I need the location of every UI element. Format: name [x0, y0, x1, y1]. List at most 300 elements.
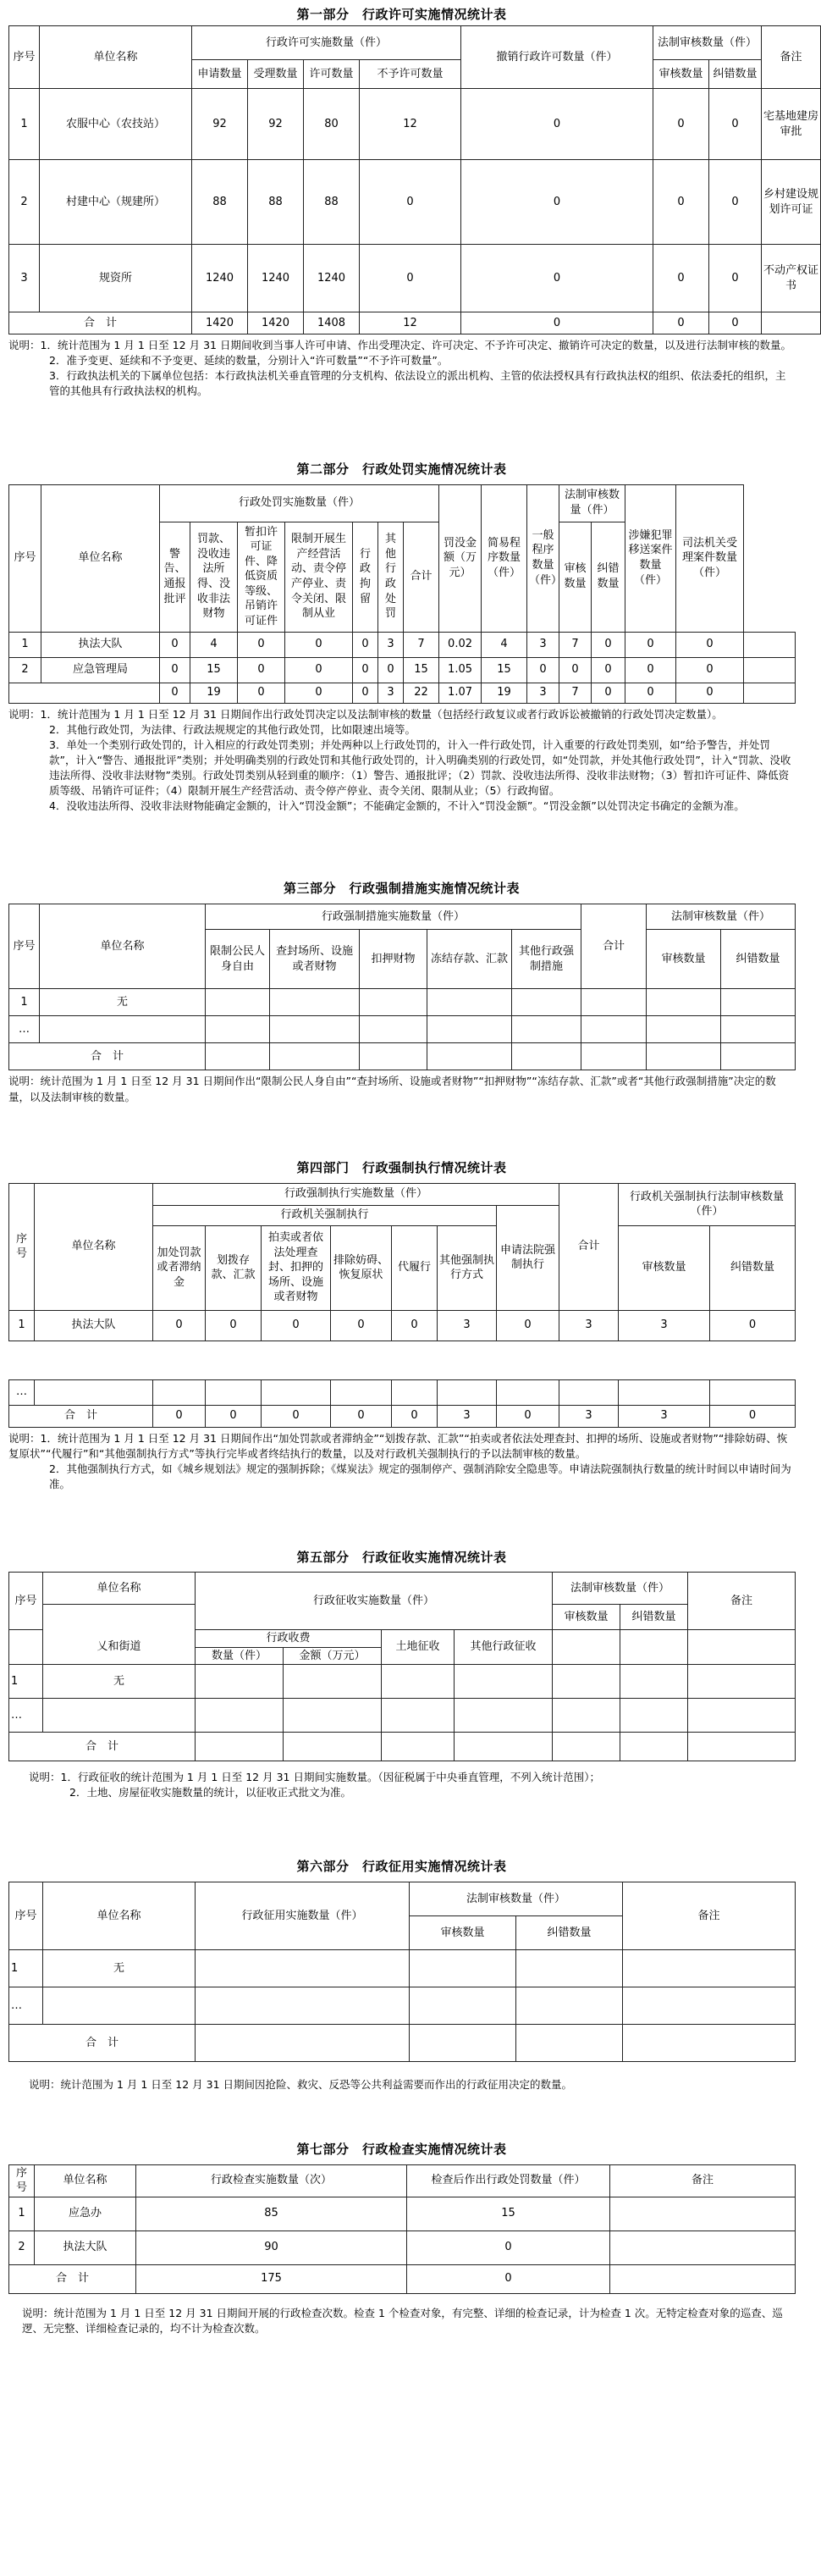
penalty-stats-table [8, 484, 796, 704]
table-row [9, 1310, 796, 1341]
cell-seq: 1 [9, 89, 40, 160]
cell-remark [762, 312, 821, 334]
cell-empty [744, 683, 796, 703]
header-unit-name: 单位名称 [35, 1183, 153, 1310]
header-remark: 备注 [610, 2164, 796, 2197]
header-sum: 合计 [404, 522, 439, 632]
note-line: 2．准予变更、延续和不予变更、延续的数量，分别计入“许可数量”“不予许可数量”。 [49, 354, 449, 368]
cell-value: 0 [153, 1310, 206, 1341]
cell-empty [270, 989, 360, 1016]
header-sum: 合计 [581, 904, 647, 989]
cell-value: 15 [482, 657, 527, 683]
cell-value [153, 1379, 206, 1405]
cell-value: 19 [190, 683, 238, 703]
header-detention: 行政拘留 [353, 522, 378, 632]
cell-value [262, 1379, 331, 1405]
note-line: 2．其他强制执行方式，如《城乡规划法》规定的强制拆除；《煤炭法》规定的强制停产、强制消除安全隐患等。申请法院强制执行数量的统计时间以申请时间为准。 [49, 1462, 791, 1490]
cell-unit: 执法大队 [35, 1310, 153, 1341]
header-auction-property: 拍卖或者依法处理查封、扣押的场所、设施或者财物 [262, 1225, 331, 1310]
cell-accept: 1420 [248, 312, 304, 334]
cell-empty [553, 1665, 620, 1699]
cell-total-label: 合 计 [9, 2264, 136, 2293]
section-title: 第二部分 行政处罚实施情况统计表 [296, 461, 507, 477]
cell-value: 0 [238, 657, 285, 683]
cell-apply: 92 [192, 89, 248, 160]
cell-value: 0 [407, 2231, 610, 2264]
cell-value: 22 [404, 683, 439, 703]
cell-seq: 3 [9, 245, 40, 312]
header-error: 纠错数量 [709, 60, 762, 89]
note-line: 说明：1．行政征收的统计范围为 1 月 1 日至 12 月 31 日期间实施数量。（因征税属于中央垂直管理，不列入统计范围）； [29, 1771, 600, 1784]
cell-value [497, 1379, 559, 1405]
header-restrict-freedom: 限制公民人身自由 [206, 930, 270, 989]
cell-value: 3 [378, 683, 404, 703]
cell-empty [512, 989, 581, 1016]
cell-empty [196, 1987, 410, 2025]
cell-value: 0 [285, 632, 353, 657]
section-title: 第七部分 行政检查实施情况统计表 [296, 2141, 507, 2157]
table-row [9, 89, 821, 160]
cell-empty [270, 1016, 360, 1043]
section-title: 第六部分 行政征用实施情况统计表 [296, 1859, 507, 1875]
enforcement-stats-table [8, 1183, 796, 1428]
cell-unit: 执法大队 [35, 2231, 136, 2264]
note-line: 说明：统计范围为 1 月 1 日至 12 月 31 日期间因抢险、救灾、反恐等公共利益需要而作出的行政征用决定的数量。 [29, 2078, 573, 2092]
cell-unit: 应急办 [35, 2197, 136, 2231]
cell-empty [688, 1665, 796, 1699]
cell-empty [620, 1733, 688, 1761]
cell-value: 7 [559, 683, 592, 703]
cell-deny: 0 [360, 160, 461, 245]
cell-value: 0 [710, 1310, 796, 1341]
cell-value: 0 [407, 2264, 610, 2293]
cell-empty [623, 1950, 796, 1987]
cell-empty [196, 1665, 284, 1699]
cell-unit: 规资所 [40, 245, 192, 312]
cell-seq: 1 [9, 989, 40, 1016]
table-row [9, 2231, 796, 2264]
cell-value: 0 [160, 632, 190, 657]
cell-value: 3 [438, 1405, 497, 1427]
cell-apply: 1240 [192, 245, 248, 312]
header-fee-count: 数量（件） [196, 1647, 284, 1665]
cell-value: 0 [331, 1310, 392, 1341]
header-seq: 序号 [9, 904, 40, 989]
section-administrative-license [0, 0, 819, 400]
cell-empty [9, 1630, 43, 1665]
cell-empty [744, 657, 796, 683]
cell-permit: 1408 [304, 312, 360, 334]
cell-value: 1.05 [439, 657, 482, 683]
header-seq: 序号 [9, 2164, 35, 2197]
header-enforcement-implementation: 行政强制执行实施数量（件） [153, 1183, 559, 1205]
header-other-measures: 其他行政强制措施 [512, 930, 581, 989]
cell-value: 7 [404, 632, 439, 657]
cell-empty [647, 1016, 721, 1043]
cell-value: 3 [559, 1405, 619, 1427]
cell-review: 0 [653, 245, 709, 312]
cell-empty [284, 1733, 382, 1761]
cell-value: 0 [710, 1405, 796, 1427]
cell-value: 0 [262, 1310, 331, 1341]
header-levy-implementation: 行政征收实施数量（件） [196, 1573, 553, 1630]
header-warning: 警告、通报批评 [160, 522, 190, 632]
section-notes [8, 707, 795, 815]
cell-empty [196, 1950, 410, 1987]
cell-empty [196, 1733, 284, 1761]
cell-total-label: 合 计 [9, 1405, 153, 1427]
section-administrative-enforcement [0, 1153, 803, 1493]
cell-review: 0 [653, 312, 709, 334]
cell-empty [620, 1665, 688, 1699]
table-row [9, 632, 796, 657]
cell-value: 1.07 [439, 683, 482, 703]
cell-seq: … [9, 1016, 40, 1043]
cell-seq: 1 [9, 632, 41, 657]
section-title: 第一部分 行政许可实施情况统计表 [296, 7, 507, 22]
header-seize-property: 扣押财物 [360, 930, 427, 989]
header-substitute-performance: 代履行 [392, 1225, 438, 1310]
cell-empty [455, 1699, 553, 1733]
cell-error: 0 [709, 312, 762, 334]
header-late-fee: 加处罚款或者滞纳金 [153, 1225, 206, 1310]
cell-empty [427, 1016, 512, 1043]
header-legal-review: 法制审核数量（件） [559, 484, 625, 522]
note-line: 说明：1．统计范围为 1 月 1 日至 12 月 31 日期间作出“加处罚款或者滞纳金”“划拨存款、汇款”“拍卖或者依法处理查封、扣押的场所、设施或者财物”“排除妨碍、恢复原状”“代履行”和“其他强制执行方式”等执行完毕或者终结执行的数量，以及对行政机关强制执行的予以法制审核的数量。 [8, 1431, 788, 1460]
header-penalty-implementation: 行政处罚实施数量（件） [160, 484, 439, 522]
header-unit-name: 单位名称 [41, 484, 160, 632]
cell-seq: … [9, 1379, 35, 1405]
header-seal-property: 查封场所、设施或者财物 [270, 930, 360, 989]
cell-value: 3 [438, 1310, 497, 1341]
cell-unit: 无 [43, 1950, 196, 1987]
cell-seq: 2 [9, 160, 40, 245]
cell-value: 0 [160, 683, 190, 703]
header-license-implementation: 行政许可实施数量（件） [192, 26, 461, 60]
cell-apply: 1420 [192, 312, 248, 334]
cell-value: 0 [378, 657, 404, 683]
cell-value [619, 1379, 710, 1405]
total-row [9, 683, 796, 703]
header-revoke-count: 撤销行政许可数量（件） [461, 26, 653, 89]
section-notes [8, 2077, 795, 2092]
header-license-suspension: 暂扣许可证件、降低资质等级、吊销许可证件 [238, 522, 285, 632]
cell-empty [553, 1733, 620, 1761]
table-row [9, 1665, 796, 1699]
cell-value: 3 [619, 1405, 710, 1427]
cell-permit: 88 [304, 160, 360, 245]
header-review: 审核数量 [410, 1916, 516, 1950]
cell-remark: 乡村建设规划许可证 [762, 160, 821, 245]
cell-value [331, 1379, 392, 1405]
total-row [9, 1733, 796, 1761]
cell-unit [40, 1016, 206, 1043]
section-administrative-inspection [0, 2134, 803, 2336]
cell-unit: 无 [40, 989, 206, 1016]
cell-value: 4 [482, 632, 527, 657]
header-transfer-deposits: 划拨存款、汇款 [206, 1225, 262, 1310]
cell-value [392, 1379, 438, 1405]
cell-empty [382, 1665, 455, 1699]
cell-empty [610, 2231, 796, 2264]
header-requisition-implementation: 行政征用实施数量（件） [196, 1882, 410, 1950]
cell-empty [721, 1016, 796, 1043]
cell-value: 0 [392, 1310, 438, 1341]
cell-deny: 0 [360, 245, 461, 312]
cell-empty [623, 2025, 796, 2062]
cell-seq: 1 [9, 2197, 35, 2231]
cell-value: 0 [559, 657, 592, 683]
license-stats-table [8, 25, 821, 334]
cell-value: 3 [619, 1310, 710, 1341]
cell-unit: 执法大队 [41, 632, 160, 657]
cell-value: 0 [676, 632, 744, 657]
cell-value: 0 [331, 1405, 392, 1427]
header-unit-name: 单位名称 [35, 2164, 136, 2197]
cell-accept: 1240 [248, 245, 304, 312]
header-freeze-deposits: 冻结存款、汇款 [427, 930, 512, 989]
cell-unit [43, 1987, 196, 2025]
cell-deny: 12 [360, 312, 461, 334]
cell-value: 0 [285, 683, 353, 703]
cell-deny: 12 [360, 89, 461, 160]
table-row [9, 657, 796, 683]
cell-value: 0.02 [439, 632, 482, 657]
header-error: 纠错数量 [592, 522, 625, 632]
header-unit-name: 单位名称 [40, 26, 192, 89]
section-administrative-coercive-measures [0, 873, 803, 1104]
section-title: 第三部分 行政强制措施实施情况统计表 [283, 881, 520, 897]
cell-empty [581, 1016, 647, 1043]
cell-unit: 村建中心（规建所） [40, 160, 192, 245]
section-administrative-penalty [0, 454, 803, 815]
cell-empty [410, 1950, 516, 1987]
cell-value: 0 [238, 632, 285, 657]
header-review: 审核数量 [559, 522, 592, 632]
table-row [9, 1950, 796, 1987]
header-inspection-count: 行政检查实施数量（次） [136, 2164, 407, 2197]
cell-revoke: 0 [461, 312, 653, 334]
cell-empty [647, 989, 721, 1016]
header-fine-confiscation: 罚款、没收违法所得、没收非法财物 [190, 522, 238, 632]
cell-empty [512, 1043, 581, 1070]
header-error: 纠错数量 [516, 1916, 623, 1950]
header-production-restriction: 限制开展生产经营活动、责令停产停业、责令关闭、限制从业 [285, 522, 353, 632]
cell-empty [206, 1043, 270, 1070]
section-notes [8, 338, 795, 400]
cell-error: 0 [709, 160, 762, 245]
cell-empty [721, 989, 796, 1016]
cell-remark: 宅基地建房审批 [762, 89, 821, 160]
header-unit-name: 单位名称 [43, 1573, 196, 1605]
header-review: 审核数量 [653, 60, 709, 89]
cell-empty [284, 1665, 382, 1699]
cell-empty [581, 1043, 647, 1070]
cell-value: 0 [206, 1310, 262, 1341]
cell-total-label: 合 计 [9, 2025, 196, 2062]
header-accept: 受理数量 [248, 60, 304, 89]
table-row [9, 1987, 796, 2025]
cell-empty [206, 1016, 270, 1043]
cell-empty [744, 632, 796, 657]
cell-total-label: 合 计 [9, 312, 192, 334]
cell-remark: 不动产权证书 [762, 245, 821, 312]
cell-empty [516, 1950, 623, 1987]
requisition-stats-table [8, 1882, 796, 2062]
section-notes [8, 1074, 795, 1104]
cell-value: 0 [625, 683, 676, 703]
cell-value [206, 1379, 262, 1405]
section-administrative-requisition [0, 1851, 803, 2092]
cell-empty [455, 1665, 553, 1699]
cell-value: 3 [527, 683, 559, 703]
header-remark: 备注 [623, 1882, 796, 1950]
header-error: 纠错数量 [620, 1605, 688, 1630]
cell-error: 0 [709, 89, 762, 160]
header-legal-review: 法制审核数量（件） [553, 1573, 688, 1605]
cell-empty [516, 2025, 623, 2062]
cell-unit: 农服中心（农技站） [40, 89, 192, 160]
cell-value [438, 1379, 497, 1405]
cell-permit: 1240 [304, 245, 360, 312]
cell-empty [410, 2025, 516, 2062]
cell-seq: 2 [9, 2231, 35, 2264]
cell-seq: 2 [9, 657, 41, 683]
cell-review: 0 [653, 89, 709, 160]
total-row [9, 2025, 796, 2062]
header-other-penalty: 其他行政处罚 [378, 522, 404, 632]
total-row [9, 2264, 796, 2293]
table-row [9, 1699, 796, 1733]
cell-value: 0 [353, 683, 378, 703]
note-line: 2．土地、房屋征收实施数量的统计，以征收正式批文为准。 [69, 1786, 351, 1799]
inspection-stats-table [8, 2164, 796, 2294]
header-seq: 序号 [9, 26, 40, 89]
header-unit-name-2: 乂和街道 [43, 1630, 196, 1665]
cell-value: 15 [190, 657, 238, 683]
header-general-procedure: 一般程序数量（件） [527, 484, 559, 632]
header-error: 纠错数量 [710, 1225, 796, 1310]
header-legal-review: 法制审核数量（件） [410, 1882, 623, 1916]
header-court-enforcement: 申请法院强制执行 [497, 1205, 559, 1310]
cell-empty [721, 1043, 796, 1070]
cell-empty [360, 1043, 427, 1070]
header-unit-name: 单位名称 [40, 904, 206, 989]
cell-value: 15 [407, 2197, 610, 2231]
header-other-enforcement: 其他强制执行方式 [438, 1225, 497, 1310]
header-legal-review: 行政机关强制执行法制审核数量（件） [619, 1183, 796, 1225]
cell-empty [196, 2025, 410, 2062]
cell-value: 0 [527, 657, 559, 683]
cell-value: 0 [353, 632, 378, 657]
cell-value [710, 1379, 796, 1405]
header-judicial-accepted: 司法机关受理案件数量（件） [676, 484, 744, 632]
table-row [9, 245, 821, 312]
cell-value: 85 [136, 2197, 407, 2231]
cell-revoke: 0 [461, 160, 653, 245]
note-line: 4．没收违法所得、没收非法财物能确定金额的，计入“罚没金额”；不能确定金额的，不计入“罚没金额”。“罚没金额”以处罚决定书确定的金额为准。 [49, 799, 745, 813]
header-land-levy: 土地征收 [382, 1630, 455, 1665]
cell-empty [9, 1341, 796, 1379]
cell-review: 0 [653, 160, 709, 245]
cell-empty [688, 1699, 796, 1733]
cell-value: 0 [676, 683, 744, 703]
cell-error: 0 [709, 245, 762, 312]
cell-value: 0 [206, 1405, 262, 1427]
table-row [9, 1379, 796, 1405]
cell-value: 3 [527, 632, 559, 657]
cell-empty [516, 1987, 623, 2025]
header-legal-review: 法制审核数量（件） [653, 26, 762, 60]
cell-empty [196, 1699, 284, 1733]
note-line: 2．其他行政处罚，为法律、行政法规规定的其他行政处罚，比如限速出境等。 [49, 722, 416, 736]
header-deny: 不予许可数量 [360, 60, 461, 89]
cell-empty [455, 1733, 553, 1761]
cell-total-label: 合 计 [9, 1043, 206, 1070]
coercive-measures-table [8, 904, 796, 1070]
total-row [9, 1405, 796, 1427]
table-row [9, 989, 796, 1016]
cell-value: 15 [404, 657, 439, 683]
header-seq: 序号 [9, 1882, 43, 1950]
section-notes [8, 2306, 795, 2336]
table-row [9, 1016, 796, 1043]
section-title: 第五部分 行政征收实施情况统计表 [296, 1550, 507, 1566]
cell-empty [206, 989, 270, 1016]
cell-value: 0 [676, 657, 744, 683]
cell-empty [410, 1987, 516, 2025]
header-permit: 许可数量 [304, 60, 360, 89]
header-seq: 序号 [9, 1183, 35, 1310]
cell-unit: 应急管理局 [41, 657, 160, 683]
cell-value: 3 [559, 1310, 619, 1341]
cell-value: 175 [136, 2264, 407, 2293]
header-review: 审核数量 [647, 930, 721, 989]
cell-empty [9, 683, 160, 703]
header-review: 审核数量 [619, 1225, 710, 1310]
cell-value: 90 [136, 2231, 407, 2264]
table-row [9, 2197, 796, 2231]
cell-permit: 80 [304, 89, 360, 160]
cell-empty [688, 1630, 796, 1665]
header-unit-name: 单位名称 [43, 1882, 196, 1950]
header-error: 纠错数量 [721, 930, 796, 989]
cell-value: 0 [592, 683, 625, 703]
cell-value [559, 1379, 619, 1405]
cell-empty [688, 1733, 796, 1761]
header-remark: 备注 [688, 1573, 796, 1630]
cell-empty [284, 1699, 382, 1733]
section-notes [8, 1431, 795, 1493]
cell-empty [553, 1699, 620, 1733]
note-line: 3．行政执法机关的下属单位包括：本行政执法机关垂直管理的分支机构、依法设立的派出机构、主管的依法授权具有行政执法权的组织、依法委托的组织，主管的其他具有行政执法权的机构。 [49, 369, 786, 398]
cell-empty [382, 1699, 455, 1733]
cell-empty [360, 1016, 427, 1043]
cell-value: 19 [482, 683, 527, 703]
cell-value: 0 [160, 657, 190, 683]
header-fee: 行政收费 [196, 1630, 382, 1648]
cell-empty [270, 1043, 360, 1070]
note-line: 说明：统计范围为 1 月 1 日至 12 月 31 日期间开展的行政检查次数。检查 1 个检查对象，有完整、详细的检查记录，计为检查 1 次。无特定检查对象的巡查、巡逻、无完整、详细检查记录的，均不计为检查次数。 [22, 2306, 783, 2335]
cell-empty [620, 1630, 688, 1665]
cell-unit [43, 1699, 196, 1733]
section-title: 第四部门 行政强制执行情况统计表 [296, 1159, 507, 1175]
table-row [9, 160, 821, 245]
cell-value: 0 [625, 632, 676, 657]
note-line: 说明：1．统计范围为 1 月 1 日至 12 月 31 日期间收到当事人许可申请、作出受理决定、许可决定、不予许可决定、撤销许可决定的数量，以及进行法制审核的数量。 [8, 339, 791, 351]
cell-value: 0 [153, 1405, 206, 1427]
cell-value: 7 [559, 632, 592, 657]
